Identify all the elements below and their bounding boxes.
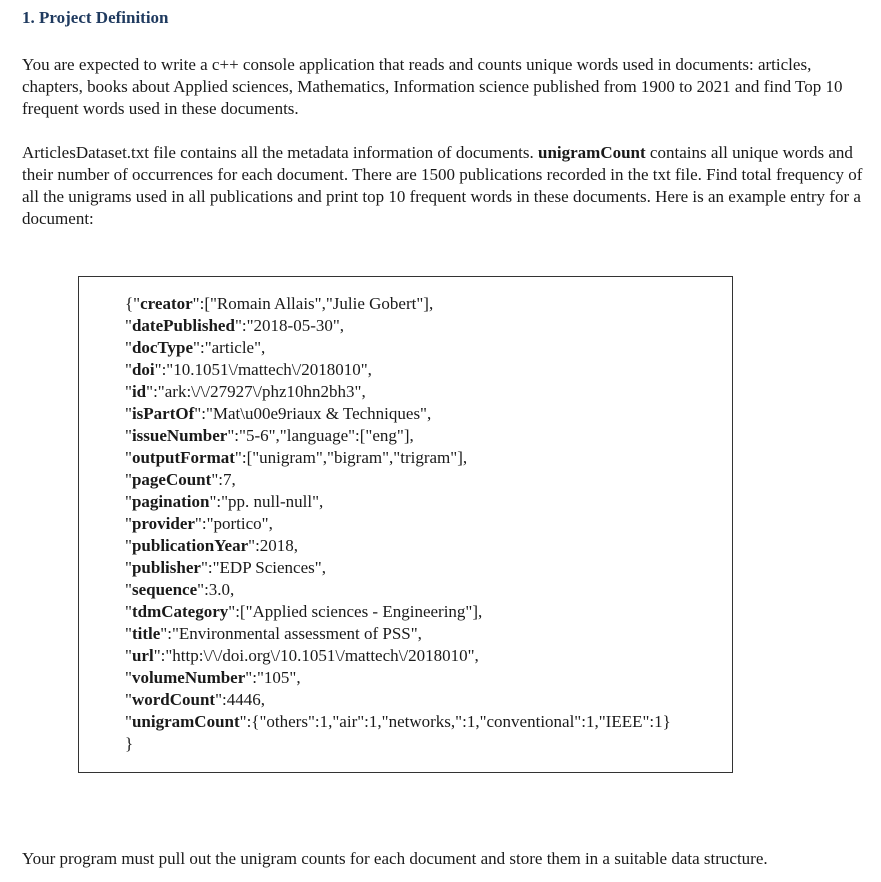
code-line-key: url: [131, 646, 154, 665]
code-line: [125, 557, 671, 579]
code-line-prefix: ": [125, 426, 132, 445]
example-entry-code: [125, 293, 671, 755]
code-line: [125, 579, 671, 601]
code-line-value: ":["Romain Allais","Julie Gobert"],: [192, 294, 434, 313]
dataset-paragraph-before: ArticlesDataset.txt file contains all the metadata information of documents.: [22, 143, 538, 162]
code-line: [125, 513, 671, 535]
code-line-value: ":"article",: [193, 338, 266, 357]
closing-paragraph: Your program must pull out the unigram counts for each document and store them in a suitable data structure.: [22, 849, 768, 868]
code-line-key: outputFormat: [131, 448, 235, 467]
code-line-key: issueNumber: [131, 426, 228, 445]
section-heading: 1. Project Definition: [22, 8, 169, 27]
code-line: [125, 645, 671, 667]
code-line-value: ":"Environmental assessment of PSS",: [160, 624, 422, 643]
code-line-prefix: ": [125, 382, 132, 401]
code-line: [125, 491, 671, 513]
code-line-value: ":["unigram","bigram","trigram"],: [234, 448, 468, 467]
example-entry-box: [78, 276, 733, 773]
code-line-key: id: [131, 382, 147, 401]
code-line-prefix: ": [125, 668, 132, 687]
code-line-value: ":"Mat\u00e9riaux & Techniques",: [194, 404, 432, 423]
code-line: [125, 359, 671, 381]
code-line-key: title: [131, 624, 161, 643]
code-line: [125, 403, 671, 425]
code-line-key: doi: [131, 360, 155, 379]
code-line-key: tdmCategory: [131, 602, 229, 621]
code-line-key: publisher: [131, 558, 201, 577]
code-line-key: docType: [131, 338, 194, 357]
code-line-key: volumeNumber: [131, 668, 246, 687]
code-line-prefix: ": [125, 492, 132, 511]
code-line: [125, 293, 671, 315]
code-line: [125, 689, 671, 711]
code-line-prefix: ": [125, 558, 132, 577]
code-line-prefix: ": [125, 690, 132, 709]
code-line: [125, 711, 671, 733]
code-line-prefix: ": [125, 338, 132, 357]
code-line-value: ":"pp. null-null",: [209, 492, 324, 511]
code-line-value: ":"10.1051\/mattech\/2018010",: [154, 360, 372, 379]
code-line-prefix: ": [125, 514, 132, 533]
code-line-key: provider: [131, 514, 195, 533]
dataset-paragraph-bold-term: unigramCount: [537, 143, 646, 162]
intro-paragraph: You are expected to write a c++ console application that reads and counts unique words used in documents: articles, chapters, books about Applied sciences, Mathematics, Information science published from 1900 to 2021 and find Top 10 frequent words used in these documents.: [22, 55, 843, 118]
code-line-value: ":"2018-05-30",: [234, 316, 345, 335]
code-line-prefix: ": [125, 602, 132, 621]
code-line: [125, 447, 671, 469]
code-line-value: ":7,: [211, 470, 236, 489]
code-line-value: ":3.0,: [197, 580, 235, 599]
code-line-value: ":"portico",: [194, 514, 273, 533]
code-line-prefix: ": [125, 316, 132, 335]
code-line: [125, 535, 671, 557]
code-line-key: wordCount: [131, 690, 216, 709]
code-line-prefix: ": [125, 624, 132, 643]
code-line-value: ":2018,: [248, 536, 299, 555]
code-line-prefix: ": [125, 536, 132, 555]
code-line: [125, 381, 671, 403]
code-line-prefix: ": [125, 360, 132, 379]
code-line-value: ":"ark:\/\/27927\/phz10hn2bh3",: [146, 382, 366, 401]
code-line-value: ":"5-6","language":["eng"],: [227, 426, 414, 445]
code-line-prefix: ": [125, 404, 132, 423]
code-line-key: unigramCount: [131, 712, 240, 731]
code-line-value: ":["Applied sciences - Engineering"],: [228, 602, 483, 621]
code-line: [125, 623, 671, 645]
code-line-key: sequence: [131, 580, 198, 599]
code-line: [125, 667, 671, 689]
code-line: [125, 315, 671, 337]
code-line: [125, 469, 671, 491]
code-line-prefix: ": [125, 470, 132, 489]
code-line-prefix: }: [125, 734, 134, 753]
code-line-key: publicationYear: [131, 536, 249, 555]
code-line-value: ":"http:\/\/doi.org\/10.1051\/mattech\/2018010",: [153, 646, 479, 665]
code-line: [125, 733, 671, 755]
code-line-prefix: ": [125, 712, 132, 731]
code-line: [125, 601, 671, 623]
code-line-prefix: ": [125, 448, 132, 467]
code-line-value: ":4446,: [215, 690, 265, 709]
code-line-value: ":{"others":1,"air":1,"networks,":1,"conventional":1,"IEEE":1}: [239, 712, 671, 731]
code-line: [125, 337, 671, 359]
code-line-prefix: ": [125, 646, 132, 665]
code-line-key: datePublished: [131, 316, 235, 335]
code-line-value: ":"105",: [245, 668, 301, 687]
code-line-key: pageCount: [131, 470, 212, 489]
dataset-paragraph: [22, 142, 873, 230]
code-line-key: pagination: [131, 492, 210, 511]
code-line-key: creator: [140, 294, 193, 313]
code-line-key: isPartOf: [131, 404, 195, 423]
code-line: [125, 425, 671, 447]
code-line-prefix: ": [125, 580, 132, 599]
code-line-value: ":"EDP Sciences",: [200, 558, 326, 577]
dataset-paragraph-after: contains all unique words and their number of occurrences for each document. There are 1500 publications recorded in the txt file. Find total frequency of all the unigrams used in all publications and print top 10 frequent words in these documents. Here is an example entry for a document:: [22, 143, 863, 228]
code-line-prefix: {": [125, 294, 141, 313]
